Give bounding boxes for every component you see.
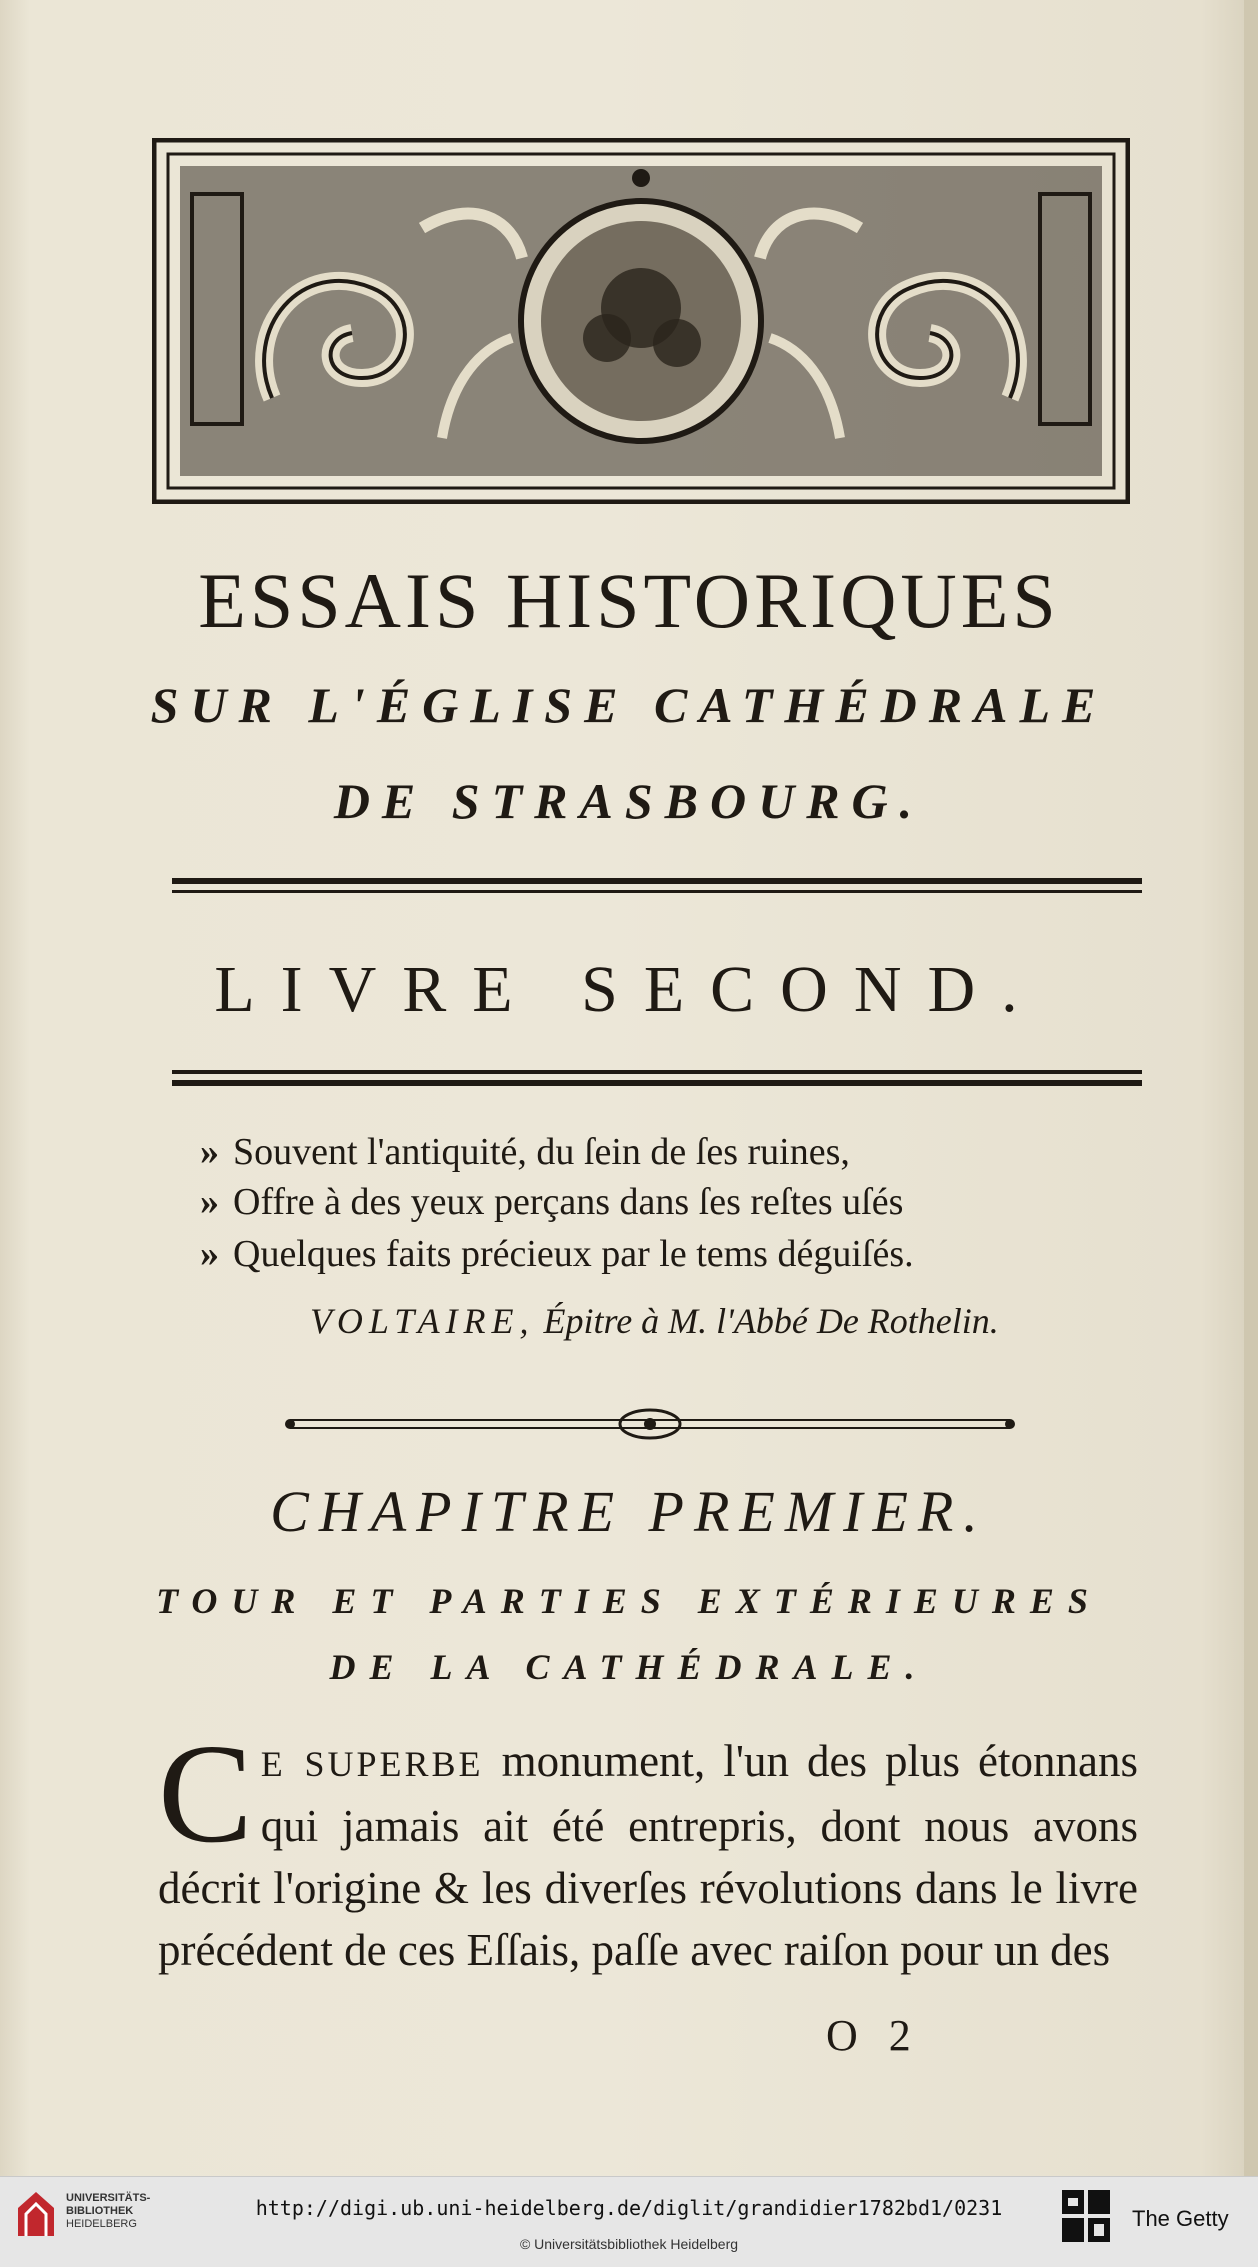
page-edge	[1244, 0, 1258, 2176]
epigraph-line-text: Souvent l'antiquité, du ſein de ſes ruines,	[233, 1131, 850, 1173]
epigraph-line-text: Quelques faits précieux par le tems déguiſés.	[233, 1233, 914, 1275]
getty-name: The Getty	[1132, 2206, 1229, 2231]
ub-name-line: HEIDELBERG	[66, 2218, 137, 2230]
double-rule-top	[172, 878, 1142, 884]
livre-heading: LIVRE SECOND.	[214, 953, 1044, 1026]
epigraph-line	[200, 1130, 850, 1174]
double-rule-top-thin	[172, 890, 1142, 893]
chapter-heading-line2: DE LA CATHÉDRALE.	[329, 1647, 929, 1687]
body-text: monument, l'un des plus étonnans qui jamais ait été entrepris, dont nous avons décrit l'origine & les diverſes révolutions dans le livre précédent de ces Eſſais, paſſe avec raiſon pour un des	[158, 1736, 1138, 1975]
ub-name-line: UNIVERSITÄTS-	[66, 2192, 151, 2204]
ornamental-divider	[280, 1404, 1020, 1444]
epigraph-source: Épitre à M. l'Abbé De Rothelin.	[543, 1301, 999, 1341]
epigraph-line	[200, 1180, 903, 1224]
epigraph-author: VOLTAIRE,	[310, 1301, 535, 1341]
drop-cap: C	[158, 1714, 253, 1872]
epigraph-line	[200, 1232, 914, 1276]
permalink-url[interactable]: http://digi.ub.uni-heidelberg.de/diglit/grandidier1782bd1/0231	[255, 2196, 1003, 2220]
quote-mark: »	[200, 1181, 219, 1223]
book-title: ESSAIS HISTORIQUES	[198, 557, 1060, 644]
epigraph-attribution	[310, 1300, 999, 1342]
getty-logo-icon	[1060, 2188, 1112, 2244]
quote-mark: »	[200, 1131, 219, 1173]
ub-name-line: BIBLIOTHEK	[66, 2205, 134, 2217]
book-subtitle-line2: DE STRASBOURG.	[333, 773, 925, 829]
ornament-headpiece	[152, 138, 1130, 504]
book-subtitle-line1: SUR L'ÉGLISE CATHÉDRALE	[150, 677, 1108, 733]
opening-words: E SUPERBE	[260, 1744, 484, 1784]
double-rule-bottom-thin	[172, 1070, 1142, 1074]
body-paragraph	[158, 1714, 1138, 1981]
double-rule-bottom	[172, 1080, 1142, 1086]
chapter-title: CHAPITRE PREMIER.	[270, 1479, 988, 1544]
signature-mark: O 2	[826, 2011, 921, 2060]
copyright-notice: © Universitätsbibliothek Heidelberg	[519, 2236, 739, 2252]
quote-mark: »	[200, 1233, 219, 1275]
epigraph-line-text: Offre à des yeux perçans dans ſes reſtes uſés	[233, 1181, 904, 1223]
chapter-heading-line1: TOUR ET PARTIES EXTÉRIEURES	[156, 1581, 1102, 1621]
